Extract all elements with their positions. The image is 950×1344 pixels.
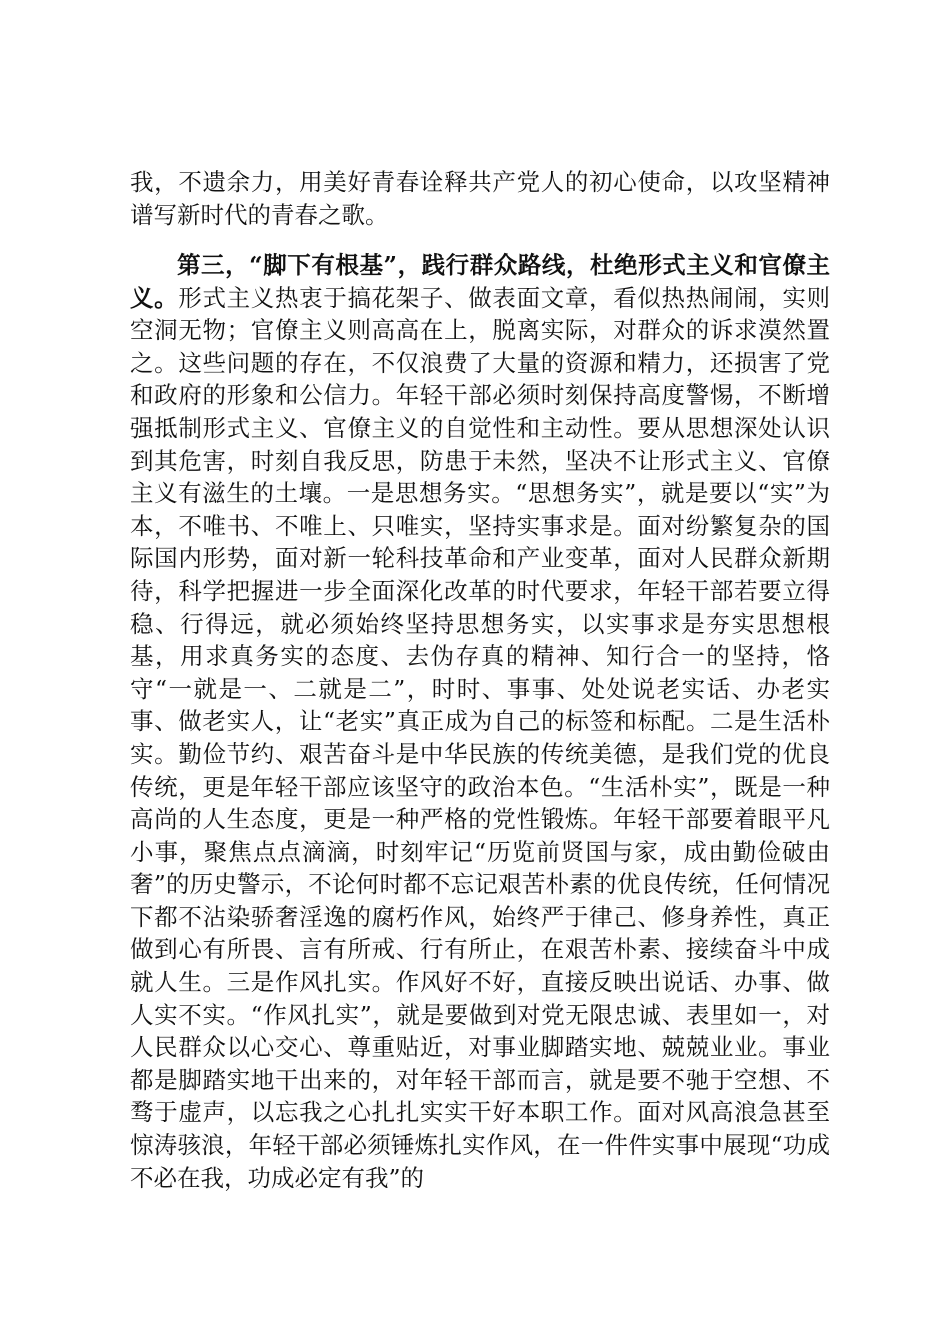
third-point-heading: 第三，“脚下有根基”，践行群众路线，杜绝形式主义和官僚主义。 — [130, 251, 830, 312]
third-point-body: 形式主义热衷于搞花架子、做表面文章，看似热热闹闹，实则空洞无物；官僚主义则高高在上，脱离实际，对群众的诉求漠然置之。这些问题的存在，不仅浪费了大量的资源和精力，还损害了党和政府的形象和公信力。年轻干部必须时刻保持高度警惕，不断增强抵制形式主义、官僚主义的自觉性和主动性。要从思想深处认识到其危害，时刻自我反思，防患于未然，坚决不让形式主义、官僚主义有滋生的土壤。一是思想务实。“思想务实”，就是要以“实”为本，不唯书、不唯上、只唯实，坚持实事求是。面对纷繁复杂的国际国内形势，面对新一轮科技革命和产业变革，面对人民群众新期待，科学把握进一步全面深化改革的时代要求，年轻干部若要立得稳、行得远，就必须始终坚持思想务实，以实事求是夯实思想根基，用求真务实的态度、去伪存真的精神、知行合一的坚持，恪守“一就是一、二就是二”，时时、事事、处处说老实话、办老实事、做老实人，让“老实”真正成为自己的标签和标配。二是生活朴实。勤俭节约、艰苦奋斗是中华民族的传统美德，是我们党的优良传统，更是年轻干部应该坚守的政治本色。“生活朴实”，既是一种高尚的人生态度，更是一种严格的党性锻炼。年轻干部要着眼平凡小事，聚焦点点滴滴，时刻牢记“历览前贤国与家，成由勤俭破由奢”的历史警示，不论何时都不忘记艰苦朴素的优良传统，任何情况下都不沾染骄奢淫逸的腐朽作风，始终严于律己、修身养性，真正做到心有所畏、言有所戒、行有所止，在艰苦朴素、接续奋斗中成就人生。三是作风扎实。作风好不好，直接反映出说话、办事、做人实不实。“作风扎实”，就是要做到对党无限忠诚、表里如一，对人民群众以心交心、尊重贴近，对事业脚踏实地、兢兢业业。事业都是脚踏实地干出来的，对年轻干部而言，就是要不驰于空想、不骛于虚声，以忘我之心扎扎实实干好本职工作。面对风高浪急甚至惊涛骇浪，年轻干部必须锤炼扎实作风，在一件件实事中展现“功成不必在我，功成必定有我”的 — [130, 283, 831, 1192]
third-point-paragraph — [130, 249, 830, 1194]
continued-paragraph: 我，不遗余力，用美好青春诠释共产党人的初心使命，以攻坚精神谱写新时代的青春之歌。 — [130, 168, 830, 229]
